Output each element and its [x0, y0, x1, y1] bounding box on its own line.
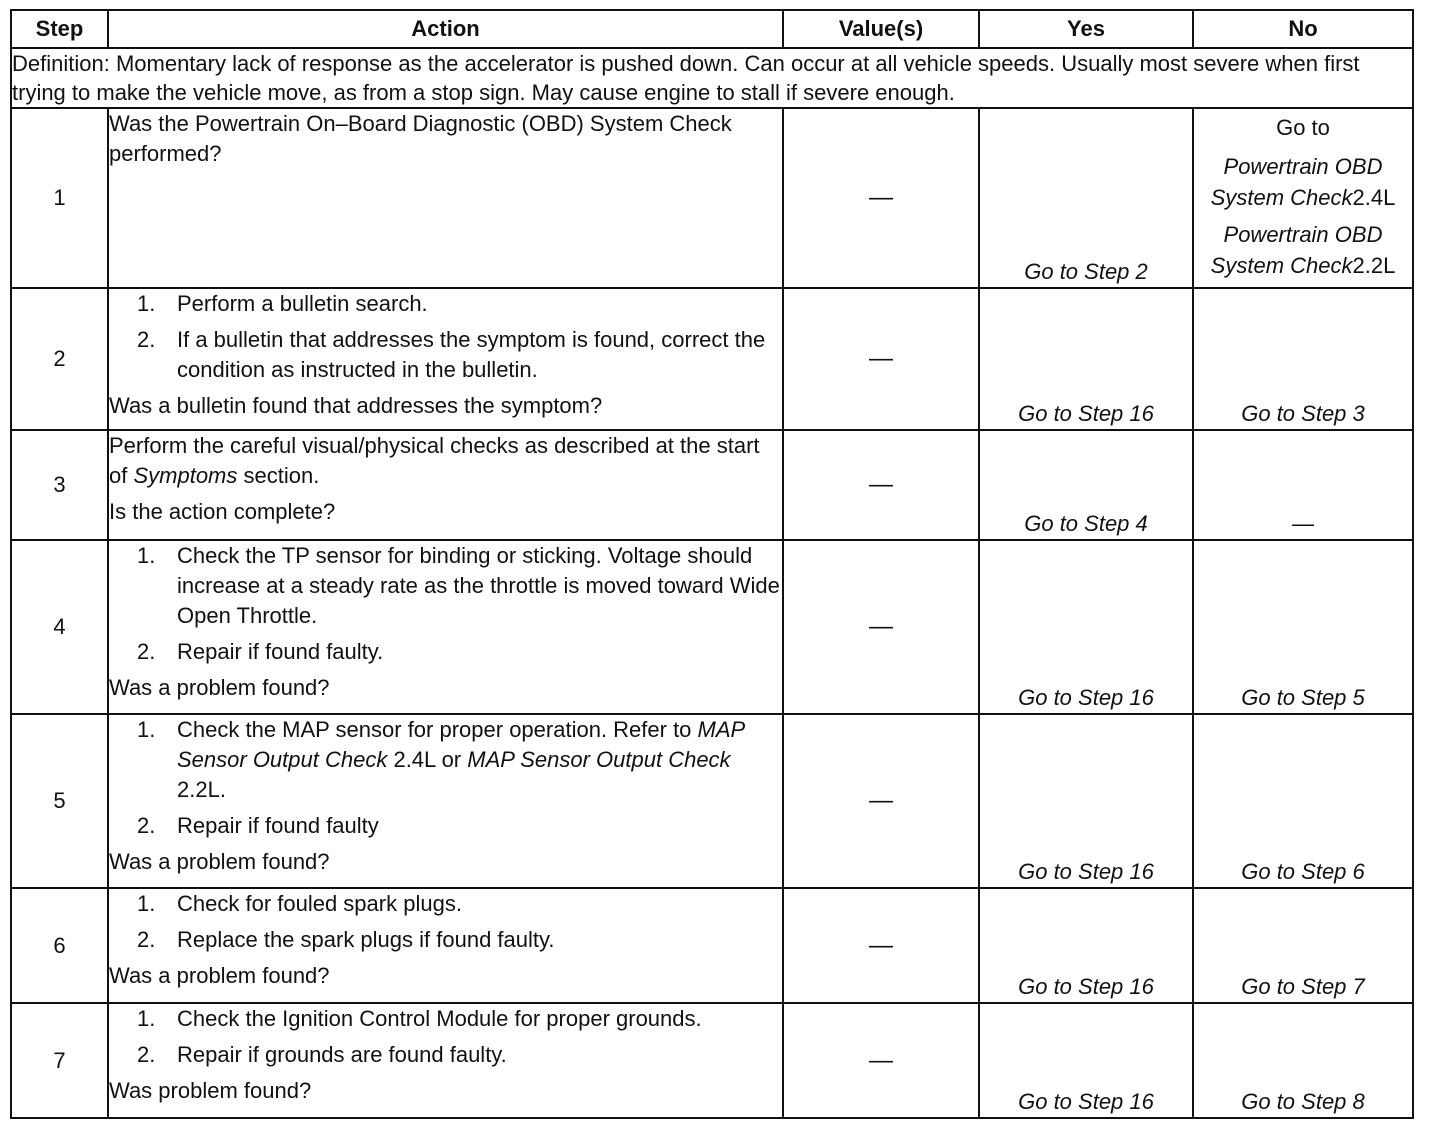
action-question: Was a bulletin found that addresses the symptom? — [109, 393, 603, 418]
step-text: Perform a bulletin search. — [177, 291, 428, 316]
action-step — [109, 637, 782, 667]
step-index: 1. — [137, 717, 156, 742]
step-number: 1 — [11, 108, 108, 288]
goto-intro: Go to — [1276, 115, 1330, 140]
diagnostic-table-sheet — [10, 9, 1412, 1119]
action-step — [109, 715, 782, 805]
action-step — [109, 325, 782, 385]
step-text: Check the TP sensor for binding or sticking. Voltage should increase at a steady rate as the throttle is moved toward Wide Open Throttle. — [177, 543, 780, 628]
header-row — [11, 10, 1413, 48]
yes-cell: Go to Step 4 — [979, 430, 1193, 540]
step-index: 1. — [137, 291, 156, 316]
yes-cell: Go to Step 16 — [979, 288, 1193, 430]
diagnostic-table — [10, 9, 1414, 1119]
action-steps — [109, 715, 782, 841]
goto-reference — [1194, 219, 1412, 281]
yes-cell: Go to Step 16 — [979, 540, 1193, 714]
no-cell: Go to Step 8 — [1193, 1003, 1413, 1118]
header-step: Step — [11, 10, 108, 48]
yes-cell: Go to Step 16 — [979, 888, 1193, 1003]
action-question: Was a problem found? — [109, 963, 330, 988]
action-cell — [108, 288, 783, 430]
header-no: No — [1193, 10, 1413, 48]
step-text: Repair if found faulty — [177, 813, 379, 838]
action-cell — [108, 430, 783, 540]
step-text: Check the MAP sensor for proper operation. Refer to — [177, 717, 698, 742]
value-cell: — — [783, 430, 979, 540]
action-cell — [108, 888, 783, 1003]
action-cell — [108, 1003, 783, 1118]
action-steps — [109, 1004, 782, 1070]
action-question: Is the action complete? — [109, 499, 336, 524]
definition-row — [11, 48, 1413, 108]
action-step — [109, 1004, 782, 1034]
table-row — [11, 108, 1413, 288]
step-text: Check the Ignition Control Module for proper grounds. — [177, 1006, 702, 1031]
yes-cell: Go to Step 16 — [979, 1003, 1193, 1118]
step-text: Check for fouled spark plugs. — [177, 891, 462, 916]
action-steps — [109, 289, 782, 385]
value-cell: — — [783, 714, 979, 888]
action-step — [109, 811, 782, 841]
step-number: 5 — [11, 714, 108, 888]
step-text: 2.2L. — [177, 777, 226, 802]
header-action: Action — [108, 10, 783, 48]
step-index: 2. — [137, 1042, 156, 1067]
value-cell: — — [783, 540, 979, 714]
step-index: 2. — [137, 813, 156, 838]
action-question: Was a problem found? — [109, 849, 330, 874]
value-cell: — — [783, 1003, 979, 1118]
reference-suffix: 2.4L — [1352, 185, 1396, 210]
step-index: 1. — [137, 891, 156, 916]
action-question: Was problem found? — [109, 1078, 312, 1103]
table-row — [11, 288, 1413, 430]
no-cell: Go to Step 7 — [1193, 888, 1413, 1003]
action-step — [109, 541, 782, 631]
action-step — [109, 889, 782, 919]
value-cell: — — [783, 108, 979, 288]
step-number: 3 — [11, 430, 108, 540]
table-row — [11, 540, 1413, 714]
step-number: 2 — [11, 288, 108, 430]
action-step — [109, 1040, 782, 1070]
step-index: 2. — [137, 327, 156, 352]
table-row — [11, 888, 1413, 1003]
step-text: Repair if found faulty. — [177, 639, 384, 664]
goto-reference — [1194, 151, 1412, 213]
step-index: 1. — [137, 1006, 156, 1031]
no-cell: Go to Step 6 — [1193, 714, 1413, 888]
reference-title: Powertrain OBD System Check — [1210, 154, 1383, 210]
action-question: Was a problem found? — [109, 675, 330, 700]
no-cell: Go to Step 5 — [1193, 540, 1413, 714]
step-text: Repair if grounds are found faulty. — [177, 1042, 507, 1067]
step-index: 2. — [137, 639, 156, 664]
action-step — [109, 289, 782, 319]
action-text: Was the Powertrain On–Board Diagnostic (OBD) System Check performed? — [109, 111, 732, 166]
table-row — [11, 1003, 1413, 1118]
table-row — [11, 430, 1413, 540]
action-cell — [108, 540, 783, 714]
value-cell: — — [783, 288, 979, 430]
table-row — [11, 714, 1413, 888]
action-cell — [108, 714, 783, 888]
action-text — [109, 433, 760, 488]
no-cell: Go to Step 3 — [1193, 288, 1413, 430]
procedure-reference: MAP Sensor Output Check — [177, 717, 745, 772]
reference-suffix: 2.2L — [1352, 253, 1396, 278]
no-cell: — — [1193, 430, 1413, 540]
header-yes: Yes — [979, 10, 1193, 48]
action-steps — [109, 889, 782, 955]
reference-title: Powertrain OBD System Check — [1210, 222, 1383, 278]
yes-cell: Go to Step 2 — [979, 108, 1193, 288]
action-step — [109, 925, 782, 955]
definition-text: Definition: Momentary lack of response as the accelerator is pushed down. Can occur at all vehicle speeds. Usually most severe when first trying to make the vehicle move, as from a stop sign. May cause engine to stall if severe enough. — [11, 48, 1413, 108]
step-text: If a bulletin that addresses the symptom is found, correct the condition as instructed in the bulletin. — [177, 327, 766, 382]
yes-cell: Go to Step 16 — [979, 714, 1193, 888]
step-number: 7 — [11, 1003, 108, 1118]
step-text: 2.4L or — [387, 747, 468, 772]
action-text-part: section. — [237, 463, 320, 488]
header-values: Value(s) — [783, 10, 979, 48]
step-number: 4 — [11, 540, 108, 714]
action-steps — [109, 541, 782, 667]
step-index: 1. — [137, 543, 156, 568]
no-cell — [1193, 108, 1413, 288]
section-reference: Symptoms — [133, 463, 238, 488]
action-text-part: Perform the careful visual/physical checks as described at the start of — [109, 433, 760, 488]
value-cell: — — [783, 888, 979, 1003]
step-number: 6 — [11, 888, 108, 1003]
step-text: Replace the spark plugs if found faulty. — [177, 927, 555, 952]
step-index: 2. — [137, 927, 156, 952]
action-cell — [108, 108, 783, 288]
procedure-reference: MAP Sensor Output Check — [467, 747, 731, 772]
